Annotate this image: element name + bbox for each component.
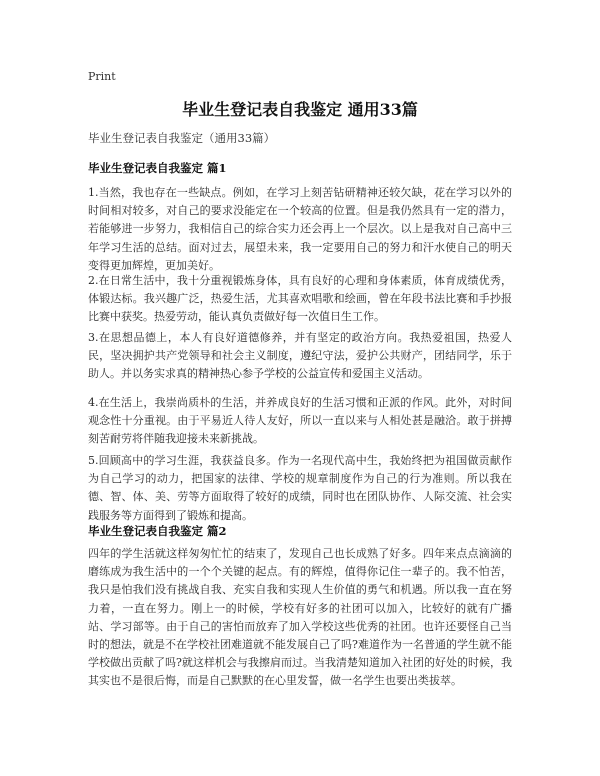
- section-heading-1: 毕业生登记表自我鉴定 篇1: [88, 161, 227, 175]
- paragraph-1-4: 4.在生活上，我崇尚质朴的生活，并养成良好的生活习惯和正派的作风。此外，对时间观念性十分重视。由于平易近人待人友好，所以一直以来与人相处甚是融洽。敢于拼搏刻苦耐劳将伴随我迎接未来新挑战。: [88, 396, 512, 446]
- print-link[interactable]: Print: [88, 70, 116, 83]
- paragraph-2-1: 四年的学生活就这样匆匆忙忙的结束了，发现自己也长成熟了好多。四年来点点滴滴的磨练成为我生活中的一个个关键的起点。有的辉煌，值得你记住一辈子的。我不怕苦，我只是怕我们没有挑战自我、充实自我和实现人生价值的勇气和机遇。所以我一直在努力着，一直在努力。刚上一的时候，学校有好多的社团可以加入，比较好的就有广播站、学习部等。由于自己的害怕而放弃了加入学校这些优秀的社团。也许还要怪自己当时的想法，就是不在学校社团难道就不能发展自己了吗?难道作为一名普通的学生就不能学校做出贡献了吗?就这样机会与我擦肩而过。当我清楚知道加入社团的好处的时候，我其实也不是很后悔，而是自己默默的在心里发誓，做一名学生也要出类拔萃。: [88, 547, 512, 688]
- paragraph-1-3: 3.在思想品德上，本人有良好道德修养，并有坚定的政治方向。我热爱祖国，热爱人民，坚决拥护共产党领导和社会主义制度，遵纪守法，爱护公共财产，团结同学，乐于助人。并以务实求真的精神热心参予学校的公益宣传和爱国主义活动。: [88, 331, 512, 381]
- paragraph-1-5: 5.回顾高中的学习生涯，我获益良多。作为一名现代高中生，我始终把为祖国做贡献作为自己学习的动力，把国家的法律、学校的规章制度作为自己的行为准则。所以我在德、智、体、美、劳等方面取得了较好的成绩，同时也在团队协作、人际交流、社会实践服务等方面得到了锻炼和提高。: [88, 454, 512, 522]
- paragraph-1-1: 1.当然，我也存在一些缺点。例如，在学习上刻苦钻研精神还较欠缺，花在学习以外的时间相对较多，对自己的要求没能定在一个较高的位置。但是我仍然具有一定的潜力，若能够进一步努力，我相信自己的综合实力还会再上一个层次。以上是我对自己高中三年学习生活的总结。面对过去，展望未来，我一定要用自己的努力和汗水使自己的明天变得更加辉煌，更加美好。: [88, 186, 512, 272]
- paragraph-1-2: 2.在日常生活中，我十分重视锻炼身体，具有良好的心理和身体素质，体育成绩优秀，体锻达标。我兴趣广泛，热爱生活，尤其喜欢唱歌和绘画，曾在年段书法比赛和手抄报比赛中获奖。热爱劳动，能认真负责做好每一次值日生工作。: [88, 274, 512, 324]
- section-heading-2: 毕业生登记表自我鉴定 篇2: [88, 524, 227, 538]
- page-title: 毕业生登记表自我鉴定 通用33篇: [182, 100, 418, 119]
- document-subtitle: 毕业生登记表自我鉴定（通用33篇）: [88, 131, 276, 145]
